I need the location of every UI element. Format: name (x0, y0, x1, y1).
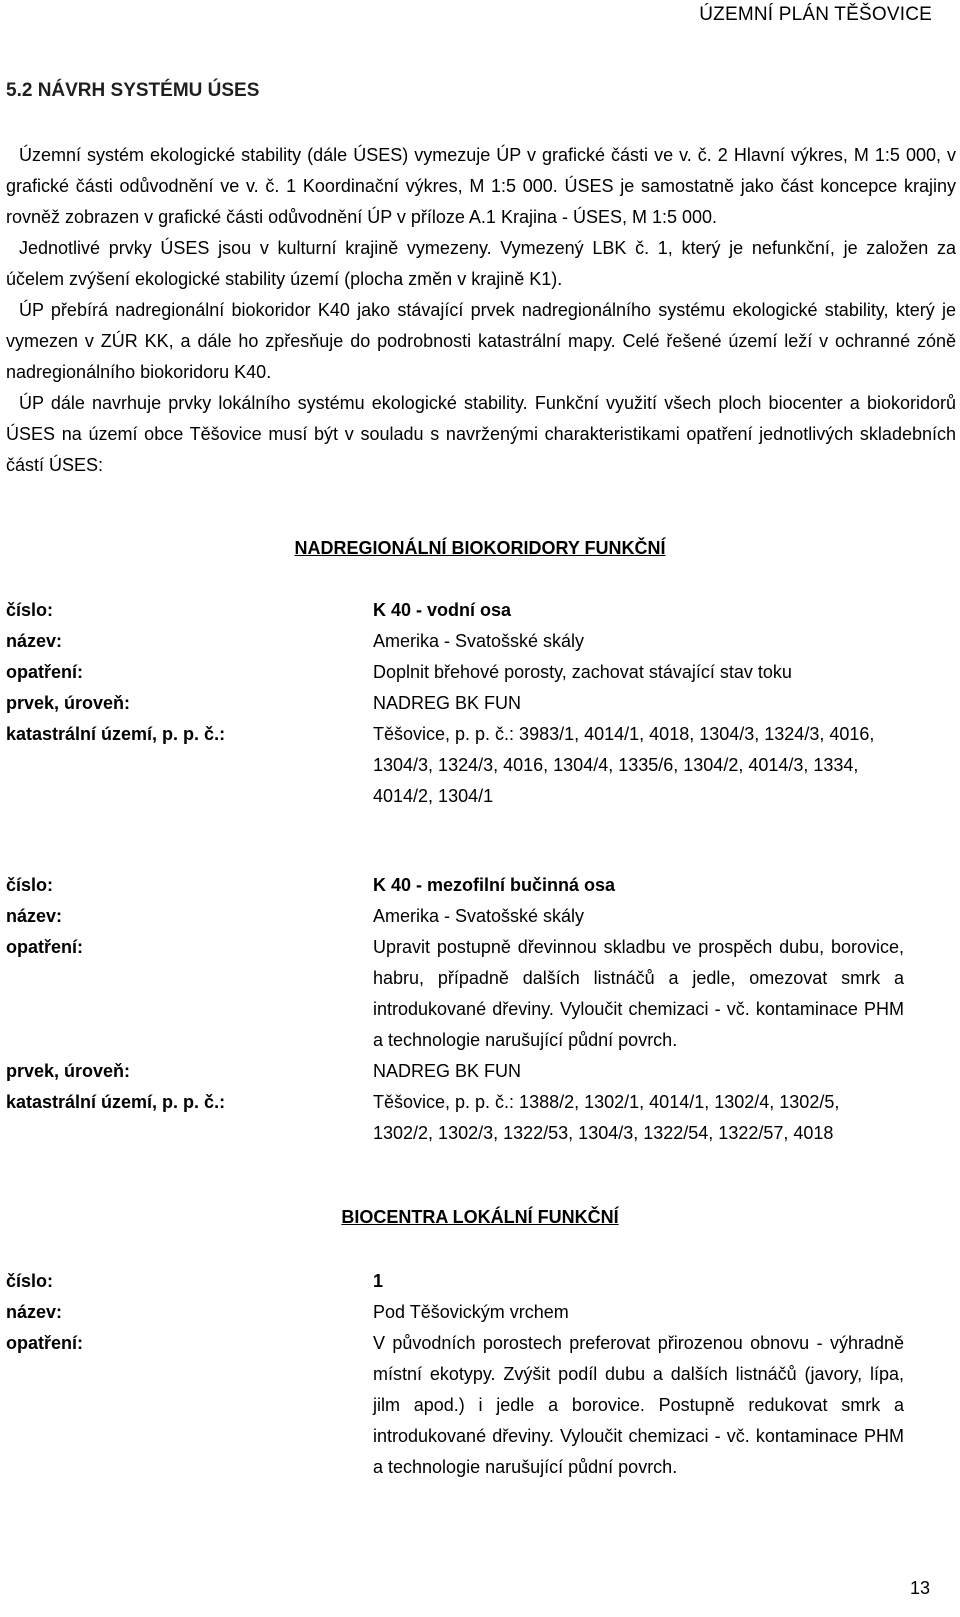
label-katastr: katastrální území, p. p. č.: (6, 724, 226, 744)
entry-row-cislo (6, 870, 956, 901)
label-opatreni: opatření: (6, 937, 84, 957)
entry-row-opatreni (6, 657, 956, 688)
entry-row-prvek (6, 1056, 956, 1087)
label-opatreni: opatření: (6, 1333, 84, 1353)
value-katastr: Těšovice, p. p. č.: 3983/1, 4014/1, 4018, 1304/3, 1324/3, 4016, 1304/3, 1324/3, 4016, 1304/4, 1335/6, 1304/2, 4014/3, 1334, 4014/2, 1304/1 (373, 724, 875, 806)
section-title: 5.2 NÁVRH SYSTÉMU ÚSES (6, 80, 260, 101)
label-opatreni: opatření: (6, 662, 84, 682)
entry-row-cislo (6, 1266, 956, 1297)
intro-paragraph: ÚP dále navrhuje prvky lokálního systému ekologické stability. Funkční využití všech ploch biocenter a biokoridorů ÚSES na území obce Těšovice musí být v souladu s navrženými charakteristikami opatření jednotlivých skladebních částí ÚSES: (6, 393, 956, 475)
value-nazev: Amerika - Svatošské skály (373, 906, 585, 926)
label-nazev: název: (6, 631, 63, 651)
intro-paragraph: ÚP přebírá nadregionální biokoridor K40 jako stávající prvek nadregionálního systému ekologické stability, který je vymezen v ZÚR KK, a dále ho zpřesňuje do podrobnosti katastrální mapy. Celé řešené území leží v ochranné zóně nadregionálního biokoridoru K40. (6, 300, 956, 382)
label-cislo: číslo: (6, 1271, 54, 1291)
uses-entry (6, 1266, 956, 1483)
label-cislo: číslo: (6, 600, 54, 620)
document-header: ÚZEMNÍ PLÁN TĚŠOVICE (699, 4, 932, 25)
value-cislo: 1 (373, 1271, 384, 1291)
label-prvek: prvek, úroveň: (6, 1061, 131, 1081)
entry-row-opatreni (6, 1328, 956, 1483)
label-cislo: číslo: (6, 875, 54, 895)
heading-nadregionalni-biokoridory: NADREGIONÁLNÍ BIOKORIDORY FUNKČNÍ (294, 538, 666, 558)
entry-row-katastr (6, 719, 956, 812)
entry-row-prvek (6, 688, 956, 719)
value-nazev: Amerika - Svatošské skály (373, 631, 585, 651)
value-prvek: NADREG BK FUN (373, 1061, 522, 1081)
heading-biocentra-lokalni: BIOCENTRA LOKÁLNÍ FUNKČNÍ (341, 1207, 619, 1227)
page-number: 13 (909, 1578, 930, 1598)
label-nazev: název: (6, 1302, 63, 1322)
intro-text (6, 140, 956, 481)
value-cislo: K 40 - vodní osa (373, 600, 512, 620)
entry-row-nazev (6, 901, 956, 932)
entry-row-katastr (6, 1087, 956, 1149)
entry-row-opatreni (6, 932, 956, 1056)
value-opatreni: V původních porostech preferovat přirozenou obnovu - výhradně místní ekotypy. Zvýšit podíl dubu a dalších listnáčů (javory, lípa, jilm apod.) i jedle a borovice. Postupně redukovat smrk a introdukované dřeviny. Vyloučit chemizaci - vč. kontaminace PHM a technologie narušující půdní povrch. (373, 1333, 904, 1477)
entry-row-nazev (6, 626, 956, 657)
intro-paragraph: Územní systém ekologické stability (dále ÚSES) vymezuje ÚP v grafické části ve v. č. 2 Hlavní výkres, M 1:5 000, v grafické části odůvodnění ve v. č. 1 Koordinační výkres, M 1:5 000. ÚSES je samostatně jako část koncepce krajiny rovněž zobrazen v grafické části odůvodnění ÚP v příloze A.1 Krajina - ÚSES, M 1:5 000. (6, 145, 956, 227)
entry-row-nazev (6, 1297, 956, 1328)
value-katastr: Těšovice, p. p. č.: 1388/2, 1302/1, 4014/1, 1302/4, 1302/5, 1302/2, 1302/3, 1322/53, 1304/3, 1322/54, 1322/57, 4018 (373, 1092, 840, 1143)
label-katastr: katastrální území, p. p. č.: (6, 1092, 226, 1112)
value-cislo: K 40 - mezofilní bučinná osa (373, 875, 616, 895)
entry-row-cislo (6, 595, 956, 626)
value-prvek: NADREG BK FUN (373, 693, 522, 713)
value-opatreni: Doplnit břehové porosty, zachovat stávající stav toku (373, 662, 792, 682)
uses-entry (6, 595, 956, 812)
intro-paragraph: Jednotlivé prvky ÚSES jsou v kulturní krajině vymezeny. Vymezený LBK č. 1, který je nefunkční, je založen za účelem zvýšení ekologické stability území (plocha změn v krajině K1). (6, 238, 956, 289)
label-nazev: název: (6, 906, 63, 926)
uses-entry (6, 870, 956, 1149)
value-nazev: Pod Těšovickým vrchem (373, 1302, 569, 1322)
label-prvek: prvek, úroveň: (6, 693, 131, 713)
value-opatreni: Upravit postupně dřevinnou skladbu ve prospěch dubu, borovice, habru, případně dalších listnáčů a jedle, omezovat smrk a introdukované dřeviny. Vyloučit chemizaci - vč. kontaminace PHM a technologie narušující půdní povrch. (373, 937, 904, 1050)
